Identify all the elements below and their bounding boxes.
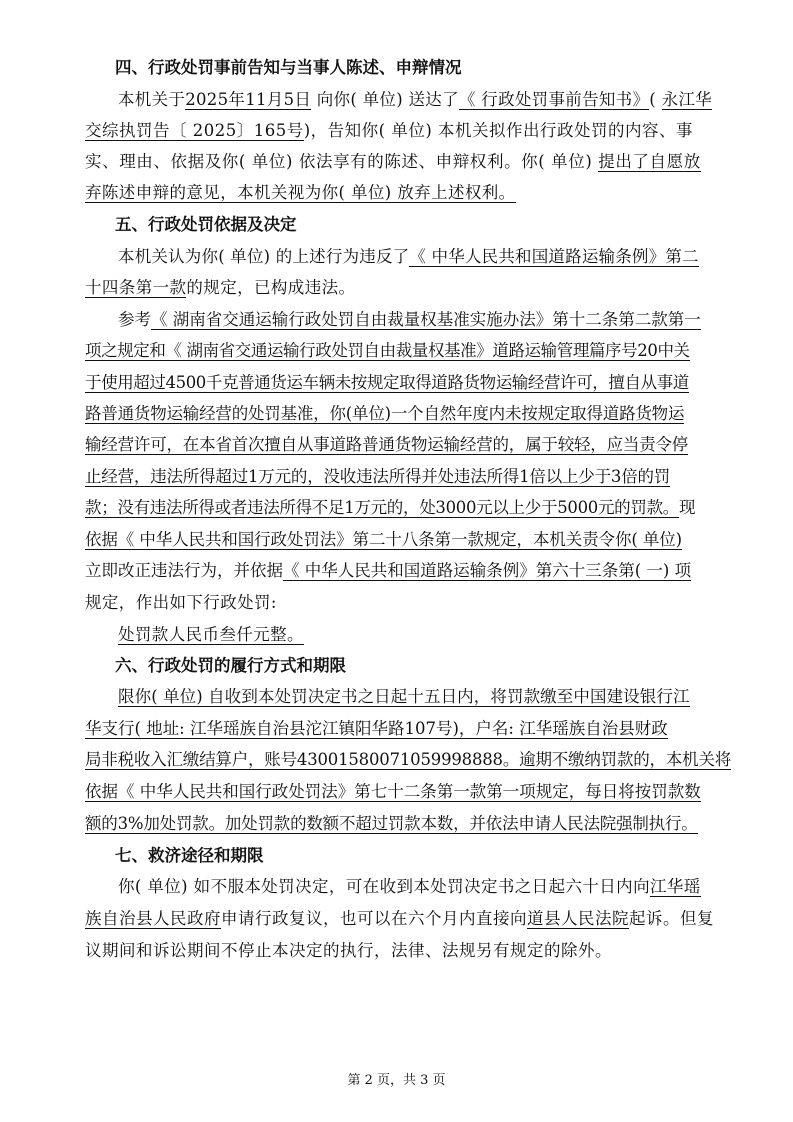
waiver-text-part1: 提出了自愿放 [598, 152, 701, 171]
basis-text: 款；没有违法所得或者违法所得不足1万元的，处3000元以上少于5000元的罚款。 [85, 498, 679, 517]
text: 现 [678, 498, 696, 517]
s5-p2-line-1 [118, 309, 701, 331]
text: 申请行政复议，也可以在六个月内直接向 [221, 909, 527, 928]
basis-ref: 《 湖南省交通运输行政处罚自由裁量权基准实施办法》第十二条第二款第一 [151, 310, 701, 329]
s7-p1-line-2 [85, 908, 714, 930]
section-heading-5: 五、行政处罚依据及决定 [115, 215, 297, 234]
s5-p1-line-2 [85, 277, 355, 299]
basis-text: 于使用超过4500千克普通货运车辆未按规定取得道路货物运输经营许可，擅自从事道 [85, 373, 689, 392]
s6-p1-line-1 [118, 686, 690, 708]
text: ( [649, 90, 662, 109]
s5-p2-line-7 [85, 497, 695, 519]
s5-p2-line-3 [85, 372, 689, 394]
waiver-text-part2: 弃陈述申辩的意见，本机关视为你( 单位) 放弃上述权利。 [85, 183, 516, 202]
basis-text: 路普通货物运输经营的处罚基准，你(单位)一个自然年度内未按规定取得道路货物运 [85, 404, 685, 423]
review-authority-part1: 江华瑶 [649, 877, 701, 896]
text: 你( 单位) 如不服本处罚决定，可在收到本处罚决定书之日起六十日内向 [118, 877, 650, 896]
text: 议期间和诉讼期间不停止本决定的执行，法律、法规另有规定的除外。 [85, 941, 612, 960]
payment-text: 限你( 单位) 自收到本处罚决定书之日起十五日内，将罚款缴至中国建设银行江 [118, 687, 690, 706]
s6-p1-line-4 [85, 781, 701, 803]
text: 立即改正违法行为，并依据 [85, 561, 283, 580]
text: 本机关认为你( 单位) 的上述行为违反了 [118, 247, 410, 266]
regulation-ref-part1: 《 中华人民共和国道路运输条例》第二 [409, 247, 699, 266]
decision-basis: 依据《 中华人民共和国行政处罚法》第二十八条第一款规定，本机关责令你( 单位) [85, 530, 682, 549]
s5-p2-line-9 [85, 560, 691, 582]
review-authority-part2: 族自治县人民政府 [85, 909, 221, 928]
s5-p2-line-5 [85, 434, 688, 456]
text: 实、理由、依据及你( 单位) 依法享有的陈述、申辩权利。你( 单位) [85, 152, 599, 171]
text: 参考 [118, 310, 151, 329]
notice-date: 2025年11月5日 [185, 90, 312, 109]
s5-p2-line-8 [85, 529, 682, 551]
notice-number-part1: 永江华 [661, 90, 712, 109]
s5-p1-line-1 [118, 246, 699, 268]
s5-p2-line-10 [85, 592, 277, 614]
s7-p1-line-1 [118, 876, 701, 898]
s4-p1-line-3 [85, 151, 701, 173]
penalty-amount: 处罚款人民币叁仟元整。 [118, 625, 304, 644]
s6-p1-line-2 [85, 718, 668, 740]
court-name: 道县人民法院 [527, 909, 629, 928]
s5-p2-line-4 [85, 403, 684, 425]
section-heading-7: 七、救济途径和期限 [115, 846, 264, 865]
s5-p2-line-6 [85, 466, 670, 488]
s7-p1-line-3 [85, 940, 612, 962]
notice-number-part2: 交综执罚告〔 2025〕165号 [85, 121, 304, 140]
s5-p2-line-2 [85, 340, 690, 362]
s6-p1-line-3 [85, 749, 731, 771]
text: 规定，作出如下行政处罚: [85, 593, 277, 612]
text: 本机关于 [118, 90, 186, 109]
basis-text: 输经营许可，在本省首次擅自从事道路普通货物运输经营的，属于较轻，应当责令停 [85, 435, 689, 454]
text: 起诉。但复 [629, 909, 714, 928]
text: 的规定，已构成违法。 [186, 278, 356, 297]
s4-p1-line-2 [85, 120, 693, 142]
payment-text: 华支行( 地址: 江华瑶族自治县沱江镇阳华路107号)，户名: 江华瑶族自治县财政 [85, 719, 668, 738]
payment-text: 依据《 中华人民共和国行政处罚法》第七十二条第一款第一项规定，每日将按罚款数 [85, 782, 701, 801]
s4-p1-line-4 [85, 182, 516, 204]
penalty-basis: 《 中华人民共和国道路运输条例》第六十三条第( 一) 项 [283, 561, 692, 580]
s6-p1-line-5 [85, 813, 698, 835]
regulation-ref-part2: 十四条第一款 [85, 278, 187, 297]
section-heading-4: 四、行政处罚事前告知与当事人陈述、申辩情况 [115, 58, 462, 77]
notice-title: 《 行政处罚事前告知书》 [458, 90, 650, 109]
text: 向你( 单位) 送达了 [311, 90, 459, 109]
payment-text: 额的3%加处罚款。加处罚款的数额不超过罚款本数，并依法申请人民法院强制执行。 [85, 814, 698, 833]
text: )，告知你( 单位) 本机关拟作出行政处罚的内容、事 [303, 121, 694, 140]
s5-p3-line-1 [118, 624, 304, 646]
page-number: 第 2 页，共 3 页 [347, 1073, 446, 1088]
section-heading-6: 六、行政处罚的履行方式和期限 [115, 656, 346, 675]
basis-text: 项之规定和《 湖南省交通运输行政处罚自由裁量权基准》道路运输管理篇序号20中关 [85, 341, 690, 360]
payment-text: 局非税收入汇缴结算户，账号43001580071059998888。逾期不缴纳罚款的，本机关将 [85, 750, 732, 769]
s4-p1-line-1 [118, 89, 712, 111]
basis-text: 止经营，违法所得超过1万元的，没收违法所得并处违法所得1倍以上少于3倍的罚 [85, 467, 671, 486]
